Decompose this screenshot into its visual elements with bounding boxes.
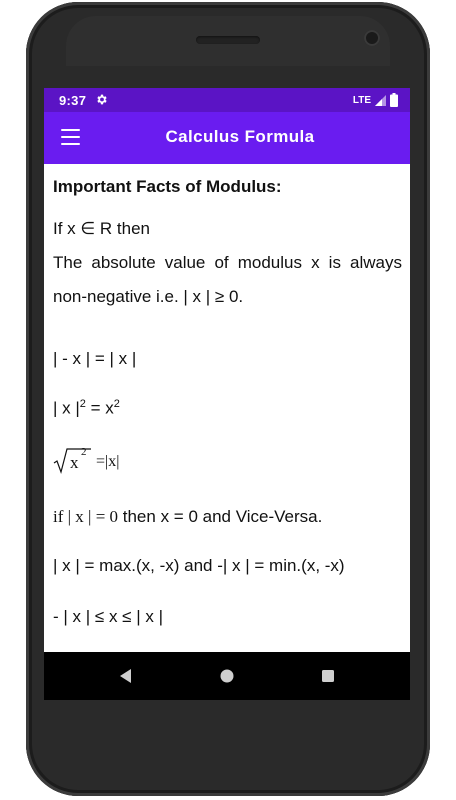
section-heading: Important Facts of Modulus: bbox=[53, 177, 282, 196]
navigation-bar bbox=[44, 652, 410, 700]
formula-line-bounds: - | x | ≤ x ≤ | x | bbox=[53, 607, 163, 626]
app-title: Calculus Formula bbox=[165, 127, 315, 146]
formula-paragraph-nonnegative: The absolute value of modulus x is always non-negative i.e. | x | ≥ 0. bbox=[53, 253, 402, 306]
formula-line-negation: | - x | = | x | bbox=[53, 349, 137, 368]
recents-icon[interactable] bbox=[318, 666, 338, 686]
square-exponent: 2 bbox=[79, 398, 86, 410]
formula-line-square bbox=[53, 398, 120, 419]
front-camera bbox=[364, 30, 380, 46]
zero-conclusion: then x = 0 and Vice-Versa. bbox=[118, 507, 323, 526]
network-type: LTE bbox=[352, 94, 371, 106]
gear-icon bbox=[95, 93, 108, 106]
screen bbox=[44, 88, 410, 700]
sqrt-result: =|x| bbox=[96, 453, 120, 470]
status-icons bbox=[353, 93, 398, 107]
square-base: | x | bbox=[53, 398, 80, 418]
home-icon[interactable] bbox=[217, 666, 237, 686]
status-time: 9:37 bbox=[59, 93, 87, 108]
battery-icon bbox=[390, 93, 398, 107]
status-bar bbox=[44, 88, 410, 112]
back-icon[interactable] bbox=[116, 666, 136, 686]
square-equals: = x bbox=[85, 398, 114, 418]
formula-content bbox=[44, 164, 410, 652]
sqrt-radicand: x bbox=[70, 453, 79, 472]
sqrt-exponent: 2 bbox=[81, 446, 87, 458]
formula-line-zero bbox=[53, 507, 322, 527]
formula-line-domain: If x ∈ R then bbox=[53, 219, 151, 238]
earpiece-speaker bbox=[196, 36, 260, 44]
square-exponent-rhs: 2 bbox=[113, 398, 120, 410]
formula-line-maxmin: | x | = max.(x, -x) and -| x | = min.(x, -x) bbox=[53, 556, 345, 575]
app-bar bbox=[44, 112, 410, 164]
signal-icon bbox=[375, 95, 386, 106]
zero-condition: if | x | = 0 bbox=[53, 507, 119, 526]
